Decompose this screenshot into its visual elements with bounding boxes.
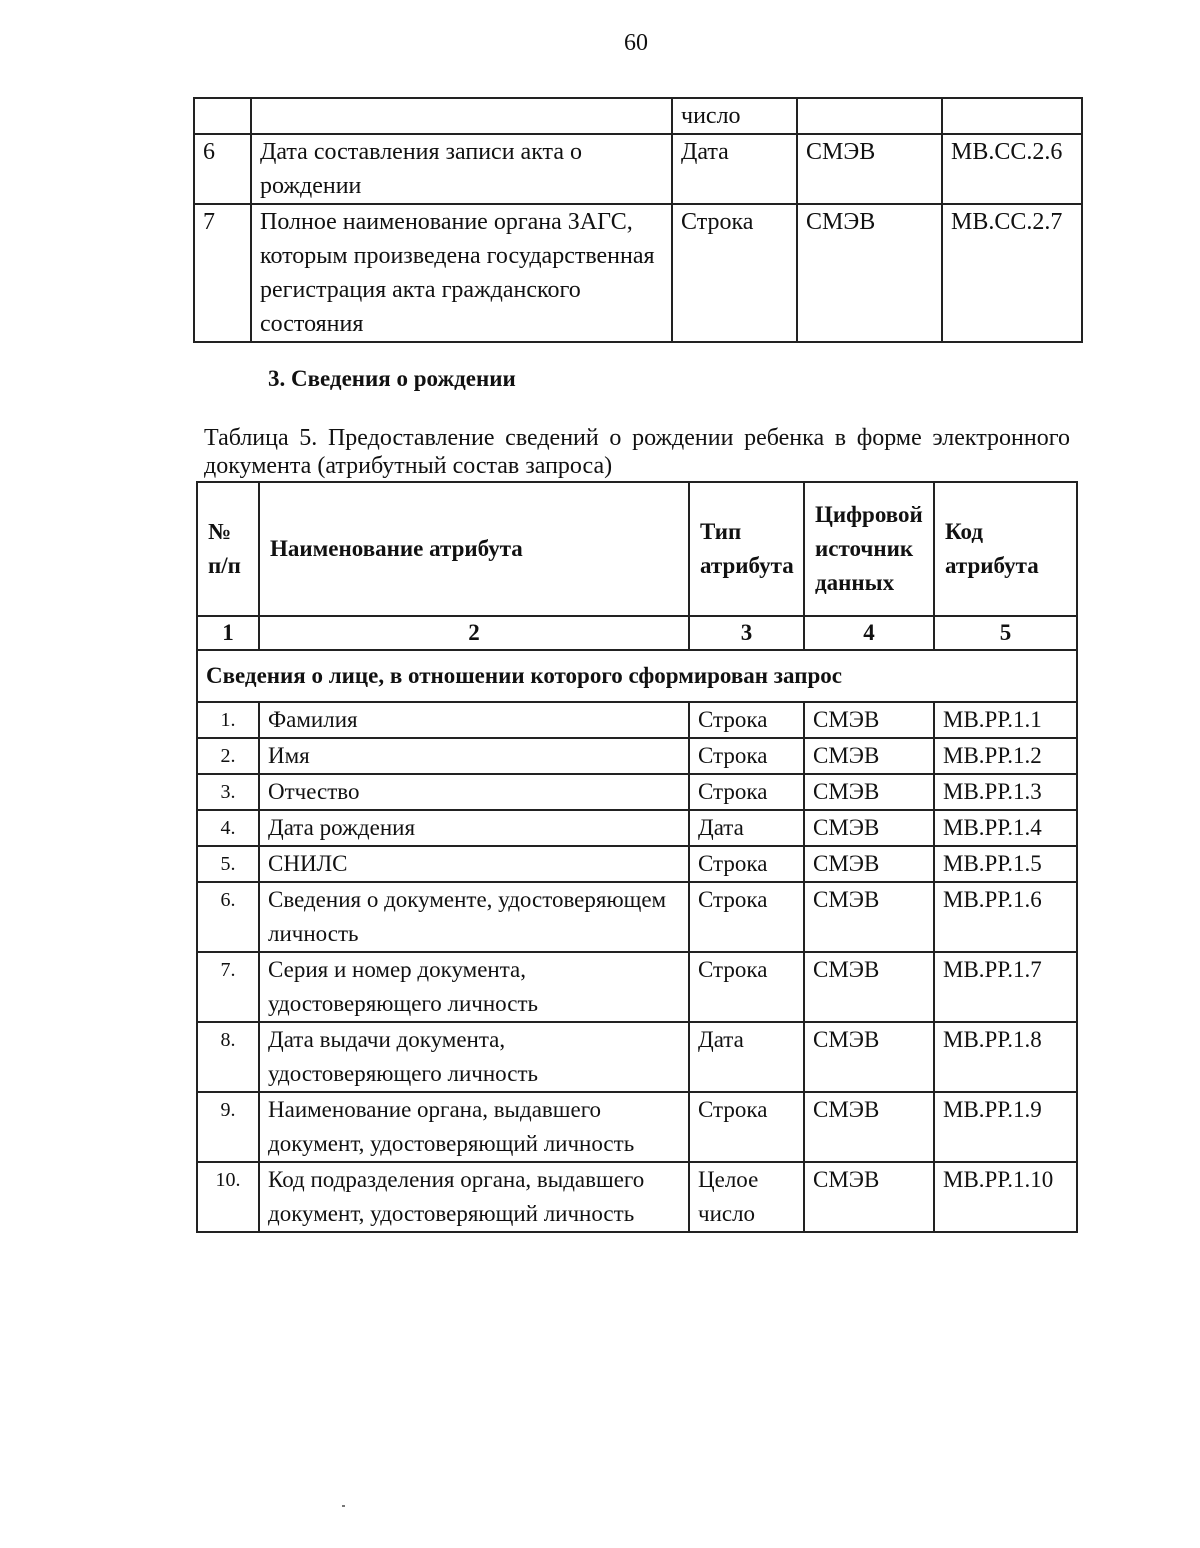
continuation-table-row [194,98,1082,134]
attribute-cell-name: Имя [259,738,689,774]
continuation-table-row [194,204,1082,342]
attribute-cell-num: 1. [197,702,259,738]
attribute-row [197,1022,1077,1092]
attribute-row [197,1162,1077,1232]
header-code: Код атрибута [934,482,1077,616]
section-heading: 3. Сведения о рождении [268,366,516,391]
attribute-cell-type: Целое число [689,1162,804,1232]
continuation-table-cell-type: Строка [672,204,797,342]
continuation-table-cell-num: 6 [194,134,251,204]
continuation-table-cell-num: 7 [194,204,251,342]
attribute-cell-num: 6. [197,882,259,952]
attribute-cell-source: СМЭВ [804,952,934,1022]
attribute-cell-name: Отчество [259,774,689,810]
attribute-cell-source: СМЭВ [804,846,934,882]
attribute-cell-code: МВ.РР.1.3 [934,774,1077,810]
continuation-table [193,97,1083,343]
continuation-table-cell-num [194,98,251,134]
attribute-cell-type: Строка [689,952,804,1022]
attribute-cell-source: СМЭВ [804,738,934,774]
continuation-table-cell-code: МВ.СС.2.7 [942,204,1082,342]
attribute-cell-source: СМЭВ [804,882,934,952]
group-title-row [197,650,1077,702]
attribute-cell-code: МВ.РР.1.5 [934,846,1077,882]
attribute-cell-type: Строка [689,1092,804,1162]
continuation-table-cell-name: Дата составления записи акта о рождении [251,134,672,204]
header-name: Наименование атрибута [259,482,689,616]
attribute-row [197,952,1077,1022]
attribute-cell-num: 8. [197,1022,259,1092]
attribute-cell-num: 2. [197,738,259,774]
attribute-cell-code: МВ.РР.1.8 [934,1022,1077,1092]
attribute-cell-source: СМЭВ [804,774,934,810]
column-number-row [197,616,1077,650]
attribute-cell-name: Серия и номер документа, удостоверяющего личность [259,952,689,1022]
attribute-cell-name: Наименование органа, выдавшего документ, удостоверяющий личность [259,1092,689,1162]
column-number: 5 [934,616,1077,650]
page-number: 60 [624,30,648,56]
attribute-cell-code: МВ.РР.1.10 [934,1162,1077,1232]
attribute-cell-name: СНИЛС [259,846,689,882]
attribute-cell-num: 9. [197,1092,259,1162]
header-source: Цифровой источник данных [804,482,934,616]
header-row [197,482,1077,616]
table-caption: Таблица 5. Предоставление сведений о рождении ребенка в форме электронного документа (атрибутный состав запроса) [204,425,1070,479]
attribute-cell-code: МВ.РР.1.9 [934,1092,1077,1162]
group-title: Сведения о лице, в отношении которого сформирован запрос [197,650,1077,702]
attributes-table [196,481,1078,1233]
continuation-table-cell-code [942,98,1082,134]
attribute-cell-source: СМЭВ [804,1092,934,1162]
column-number: 4 [804,616,934,650]
continuation-table-cell-name [251,98,672,134]
attribute-cell-source: СМЭВ [804,810,934,846]
attribute-cell-code: МВ.РР.1.4 [934,810,1077,846]
attribute-cell-type: Дата [689,810,804,846]
attribute-row [197,810,1077,846]
column-number: 2 [259,616,689,650]
column-number: 3 [689,616,804,650]
continuation-table-cell-type: число [672,98,797,134]
attribute-cell-num: 3. [197,774,259,810]
attribute-row [197,774,1077,810]
attribute-cell-source: СМЭВ [804,1022,934,1092]
attribute-cell-name: Фамилия [259,702,689,738]
continuation-table-cell-code: МВ.СС.2.6 [942,134,1082,204]
attribute-cell-code: МВ.РР.1.2 [934,738,1077,774]
attribute-cell-num: 5. [197,846,259,882]
attribute-cell-num: 4. [197,810,259,846]
continuation-table-cell-source: СМЭВ [797,134,942,204]
scan-artifact [342,1505,345,1507]
attribute-cell-type: Строка [689,702,804,738]
attribute-row [197,846,1077,882]
attribute-row [197,702,1077,738]
continuation-table-cell-source [797,98,942,134]
attribute-row [197,1092,1077,1162]
attribute-row [197,738,1077,774]
attribute-row [197,882,1077,952]
continuation-table-cell-type: Дата [672,134,797,204]
attribute-cell-code: МВ.РР.1.6 [934,882,1077,952]
attribute-cell-source: СМЭВ [804,702,934,738]
attribute-cell-name: Дата рождения [259,810,689,846]
attribute-cell-name: Дата выдачи документа, удостоверяющего личность [259,1022,689,1092]
header-num: № п/п [197,482,259,616]
continuation-table-cell-name: Полное наименование органа ЗАГС, которым произведена государственная регистрация акта гражданского состояния [251,204,672,342]
column-number: 1 [197,616,259,650]
attribute-cell-source: СМЭВ [804,1162,934,1232]
attribute-cell-code: МВ.РР.1.7 [934,952,1077,1022]
attribute-cell-name: Код подразделения органа, выдавшего документ, удостоверяющий личность [259,1162,689,1232]
continuation-table-row [194,134,1082,204]
attribute-cell-type: Строка [689,738,804,774]
attribute-cell-type: Строка [689,846,804,882]
attribute-cell-type: Строка [689,774,804,810]
attribute-cell-type: Строка [689,882,804,952]
attribute-cell-type: Дата [689,1022,804,1092]
attribute-cell-num: 7. [197,952,259,1022]
attribute-cell-num: 10. [197,1162,259,1232]
header-type: Тип атрибута [689,482,804,616]
continuation-table-cell-source: СМЭВ [797,204,942,342]
attribute-cell-name: Сведения о документе, удостоверяющем личность [259,882,689,952]
attribute-cell-code: МВ.РР.1.1 [934,702,1077,738]
